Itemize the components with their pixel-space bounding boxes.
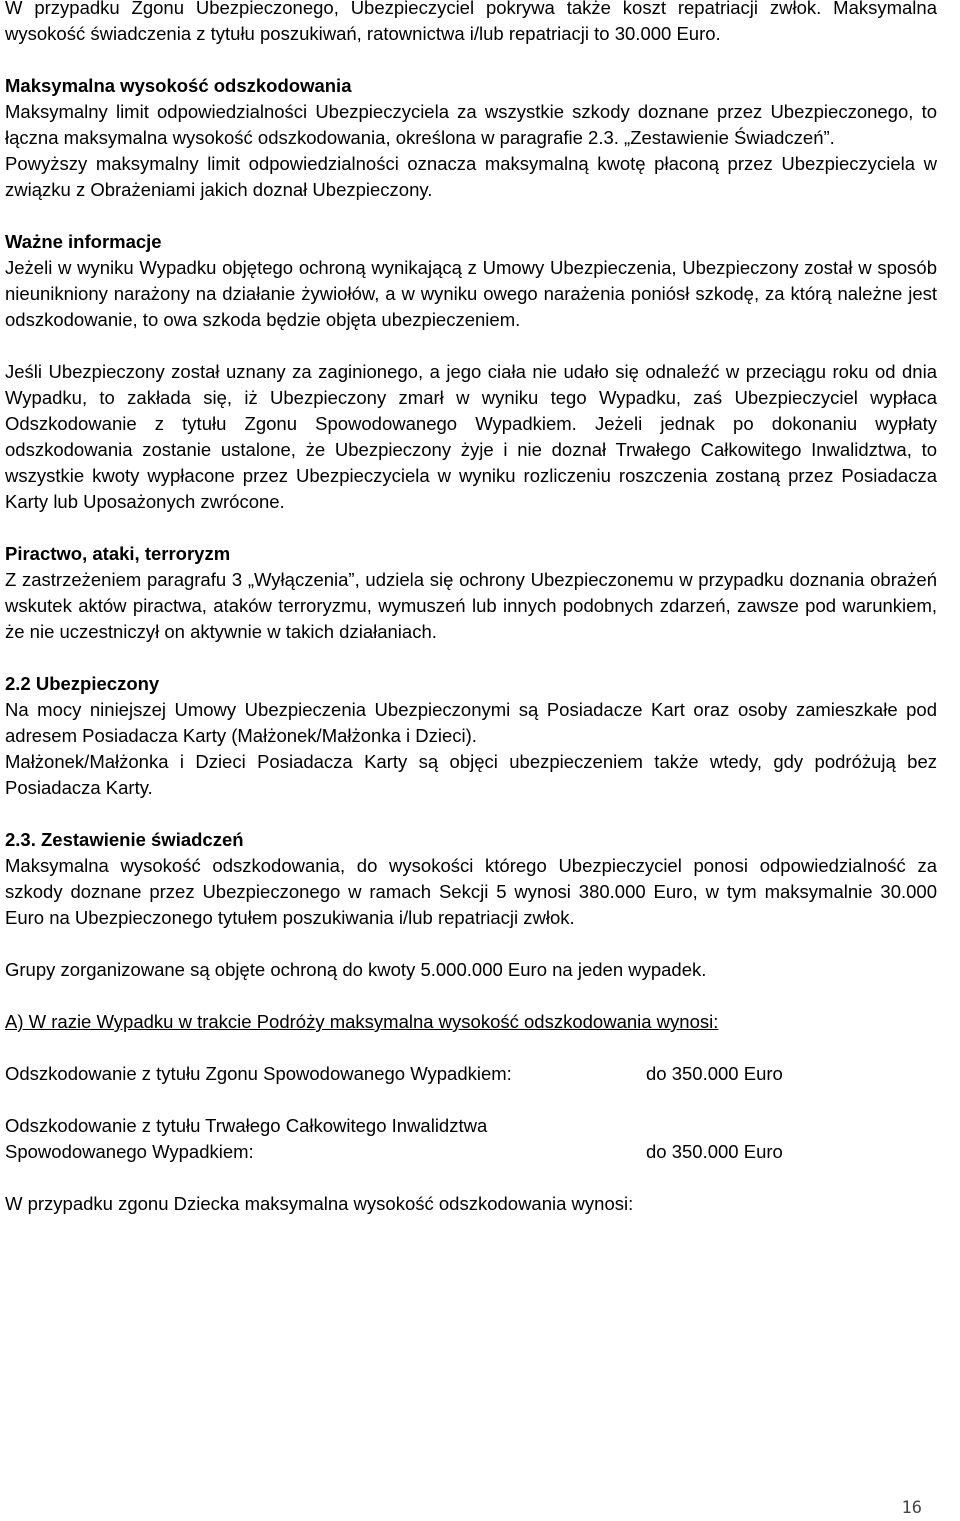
intro-paragraph: W przypadku Zgonu Ubezpieczonego, Ubezpieczyciel pokrywa także koszt repatriacji zwłok. Maksymalna wysokość świadczenia z tytułu poszukiwań, ratownictwa i/lub repatriacji to 30.000 Euro. bbox=[5, 0, 937, 44]
death-compensation-row bbox=[5, 1061, 937, 1087]
disability-label-line-1: Odszkodowanie z tytułu Trwałego Całkowitego Inwalidztwa bbox=[5, 1115, 488, 1136]
document-page bbox=[5, 0, 937, 1217]
child-death-paragraph: W przypadku zgonu Dziecka maksymalna wysokość odszkodowania wynosi: bbox=[5, 1193, 634, 1214]
max-compensation-paragraph-1: Maksymalny limit odpowiedzialności Ubezpieczyciela za wszystkie szkody doznane przez Ubezpieczonego, to łączna maksymalna wysokość odszkodowania, określona w paragrafie 2.3. „Zestawienie Świadczeń”. bbox=[5, 101, 937, 148]
important-info-paragraph-1: Jeżeli w wyniku Wypadku objętego ochroną wynikającą z Umowy Ubezpieczenia, Ubezpieczony został w sposób nieunikniony narażony na działanie żywiołów, a w wyniku owego narażenia poniósł szkodę, za którą należne jest odszkodowanie, to owa szkoda będzie objęta ubezpieczeniem. bbox=[5, 257, 937, 330]
max-compensation-paragraph-2: Powyższy maksymalny limit odpowiedzialności oznacza maksymalną kwotę płaconą przez Ubezpieczyciela w związku z Obrażeniami jakich doznał Ubezpieczony. bbox=[5, 153, 937, 200]
max-compensation-heading: Maksymalna wysokość odszkodowania bbox=[5, 75, 352, 96]
disability-compensation-value bbox=[646, 1113, 937, 1165]
death-compensation-value: do 350.000 Euro bbox=[646, 1063, 783, 1084]
important-info-heading: Ważne informacje bbox=[5, 231, 162, 252]
benefits-summary-paragraph: Maksymalna wysokość odszkodowania, do wysokości którego Ubezpieczyciel ponosi odpowiedzialność za szkody doznane przez Ubezpieczonego w ramach Sekcji 5 wynosi 380.000 Euro, w tym maksymalnie 30.000 Euro na Ubezpieczonego tytułem poszukiwania i/lub repatriacji zwłok. bbox=[5, 855, 937, 928]
disability-value-text: do 350.000 Euro bbox=[646, 1141, 783, 1162]
piracy-heading: Piractwo, ataki, terroryzm bbox=[5, 543, 231, 564]
insured-heading: 2.2 Ubezpieczony bbox=[5, 673, 160, 694]
benefits-summary-heading: 2.3. Zestawienie świadczeń bbox=[5, 829, 244, 850]
disability-label-line-2: Spowodowanego Wypadkiem: bbox=[5, 1141, 254, 1162]
important-info-paragraph-2: Jeśli Ubezpieczony został uznany za zaginionego, a jego ciała nie udało się odnaleźć w przeciągu roku od dnia Wypadku, to zakłada się, iż Ubezpieczony zmarł w wyniku tego Wypadku, zaś Ubezpieczyciel wypłaca Odszkodowanie z tytułu Zgonu Spowodowanego Wypadkiem. Jeżeli jednak po dokonaniu wypłaty odszkodowania zostanie ustalone, że Ubezpieczony żyje i nie doznał Trwałego Całkowitego Inwalidztwa, to wszystkie kwoty wypłacone przez Ubezpieczyciela w wyniku rozliczeniu roszczenia zostaną przez Posiadacza Karty lub Uposażonych zwrócone. bbox=[5, 361, 937, 512]
disability-compensation-label bbox=[5, 1113, 646, 1165]
section-a-heading bbox=[5, 1009, 937, 1035]
page-number: 16 bbox=[901, 1498, 922, 1518]
death-compensation-label: Odszkodowanie z tytułu Zgonu Spowodowanego Wypadkiem: bbox=[5, 1063, 512, 1084]
group-coverage-paragraph: Grupy zorganizowane są objęte ochroną do kwoty 5.000.000 Euro na jeden wypadek. bbox=[5, 959, 707, 980]
insured-paragraph-1: Na mocy niniejszej Umowy Ubezpieczenia Ubezpieczonymi są Posiadacze Kart oraz osoby zamieszkałe pod adresem Posiadacza Karty (Małżonek/Małżonka i Dzieci). bbox=[5, 699, 937, 746]
disability-compensation-row bbox=[5, 1113, 937, 1165]
insured-paragraph-2: Małżonek/Małżonka i Dzieci Posiadacza Karty są objęci ubezpieczeniem także wtedy, gdy podróżują bez Posiadacza Karty. bbox=[5, 751, 937, 798]
section-a-text: A) W razie Wypadku w trakcie Podróży maksymalna wysokość odszkodowania wynosi: bbox=[5, 1011, 719, 1032]
piracy-paragraph: Z zastrzeżeniem paragrafu 3 „Wyłączenia”, udziela się ochrony Ubezpieczonemu w przypadku doznania obrażeń wskutek aktów piractwa, ataków terroryzmu, wymuszeń lub innych podobnych zdarzeń, zawsze pod warunkiem, że nie uczestniczył on aktywnie w takich działaniach. bbox=[5, 569, 937, 642]
